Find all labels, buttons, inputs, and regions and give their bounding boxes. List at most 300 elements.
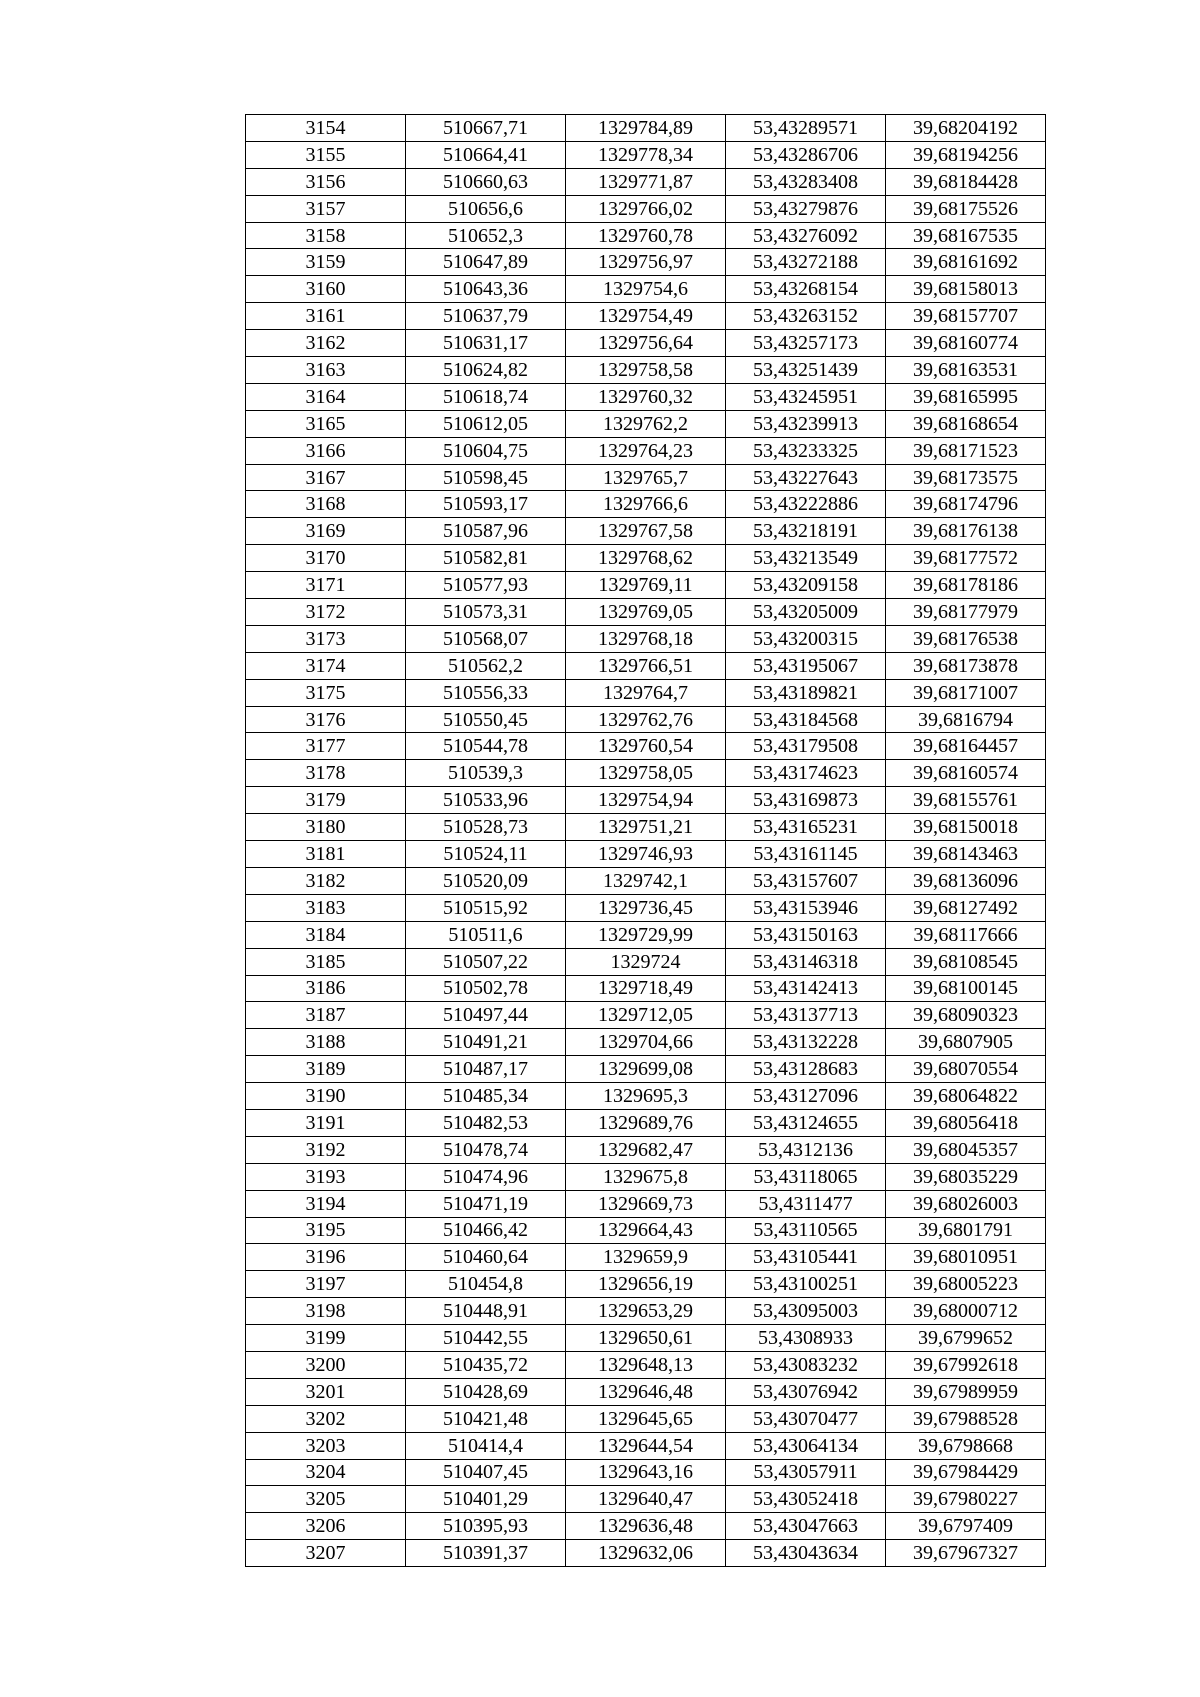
table-row	[246, 1405, 1046, 1432]
x-coordinate-cell: 510598,45	[406, 464, 566, 491]
point-number-cell: 3181	[246, 841, 406, 868]
x-coordinate-cell: 510442,55	[406, 1325, 566, 1352]
y-coordinate-cell: 1329762,76	[566, 706, 726, 733]
x-coordinate-cell: 510471,19	[406, 1190, 566, 1217]
point-number-cell: 3170	[246, 545, 406, 572]
latitude-cell: 53,43257173	[726, 330, 886, 357]
latitude-cell: 53,43100251	[726, 1271, 886, 1298]
point-number-cell: 3158	[246, 222, 406, 249]
x-coordinate-cell: 510395,93	[406, 1513, 566, 1540]
table-row	[246, 1109, 1046, 1136]
longitude-cell: 39,68035229	[886, 1163, 1046, 1190]
y-coordinate-cell: 1329766,6	[566, 491, 726, 518]
longitude-cell: 39,68175526	[886, 195, 1046, 222]
latitude-cell: 53,43213549	[726, 545, 886, 572]
x-coordinate-cell: 510474,96	[406, 1163, 566, 1190]
point-number-cell: 3166	[246, 437, 406, 464]
y-coordinate-cell: 1329760,54	[566, 733, 726, 760]
latitude-cell: 53,43184568	[726, 706, 886, 733]
table-row	[246, 787, 1046, 814]
table-row	[246, 357, 1046, 384]
latitude-cell: 53,43128683	[726, 1056, 886, 1083]
table-row	[246, 115, 1046, 142]
x-coordinate-cell: 510568,07	[406, 625, 566, 652]
table-row	[246, 1378, 1046, 1405]
table-row	[246, 141, 1046, 168]
table-row	[246, 1217, 1046, 1244]
latitude-cell: 53,43146318	[726, 948, 886, 975]
table-row	[246, 1190, 1046, 1217]
latitude-cell: 53,43057911	[726, 1459, 886, 1486]
point-number-cell: 3187	[246, 1002, 406, 1029]
y-coordinate-cell: 1329736,45	[566, 894, 726, 921]
point-number-cell: 3168	[246, 491, 406, 518]
table-row	[246, 760, 1046, 787]
y-coordinate-cell: 1329769,11	[566, 572, 726, 599]
x-coordinate-cell: 510533,96	[406, 787, 566, 814]
latitude-cell: 53,43195067	[726, 652, 886, 679]
latitude-cell: 53,43169873	[726, 787, 886, 814]
x-coordinate-cell: 510562,2	[406, 652, 566, 679]
x-coordinate-cell: 510631,17	[406, 330, 566, 357]
y-coordinate-cell: 1329644,54	[566, 1432, 726, 1459]
table-row	[246, 599, 1046, 626]
x-coordinate-cell: 510407,45	[406, 1459, 566, 1486]
table-row	[246, 975, 1046, 1002]
y-coordinate-cell: 1329766,51	[566, 652, 726, 679]
longitude-cell: 39,67992618	[886, 1351, 1046, 1378]
y-coordinate-cell: 1329756,97	[566, 249, 726, 276]
longitude-cell: 39,68160574	[886, 760, 1046, 787]
longitude-cell: 39,68161692	[886, 249, 1046, 276]
longitude-cell: 39,6798668	[886, 1432, 1046, 1459]
point-number-cell: 3159	[246, 249, 406, 276]
latitude-cell: 53,43118065	[726, 1163, 886, 1190]
longitude-cell: 39,68204192	[886, 115, 1046, 142]
point-number-cell: 3169	[246, 518, 406, 545]
y-coordinate-cell: 1329645,65	[566, 1405, 726, 1432]
y-coordinate-cell: 1329760,32	[566, 383, 726, 410]
longitude-cell: 39,67989959	[886, 1378, 1046, 1405]
latitude-cell: 53,43251439	[726, 357, 886, 384]
x-coordinate-cell: 510511,6	[406, 921, 566, 948]
longitude-cell: 39,68127492	[886, 894, 1046, 921]
latitude-cell: 53,43276092	[726, 222, 886, 249]
longitude-cell: 39,68163531	[886, 357, 1046, 384]
longitude-cell: 39,68070554	[886, 1056, 1046, 1083]
latitude-cell: 53,43153946	[726, 894, 886, 921]
latitude-cell: 53,43218191	[726, 518, 886, 545]
x-coordinate-cell: 510637,79	[406, 303, 566, 330]
x-coordinate-cell: 510660,63	[406, 168, 566, 195]
table-row	[246, 1351, 1046, 1378]
y-coordinate-cell: 1329771,87	[566, 168, 726, 195]
latitude-cell: 53,43263152	[726, 303, 886, 330]
point-number-cell: 3156	[246, 168, 406, 195]
latitude-cell: 53,43105441	[726, 1244, 886, 1271]
point-number-cell: 3186	[246, 975, 406, 1002]
x-coordinate-cell: 510664,41	[406, 141, 566, 168]
y-coordinate-cell: 1329640,47	[566, 1486, 726, 1513]
point-number-cell: 3185	[246, 948, 406, 975]
y-coordinate-cell: 1329751,21	[566, 814, 726, 841]
point-number-cell: 3205	[246, 1486, 406, 1513]
point-number-cell: 3191	[246, 1109, 406, 1136]
point-number-cell: 3155	[246, 141, 406, 168]
latitude-cell: 53,4308933	[726, 1325, 886, 1352]
x-coordinate-cell: 510435,72	[406, 1351, 566, 1378]
y-coordinate-cell: 1329636,48	[566, 1513, 726, 1540]
latitude-cell: 53,43289571	[726, 115, 886, 142]
y-coordinate-cell: 1329712,05	[566, 1002, 726, 1029]
y-coordinate-cell: 1329718,49	[566, 975, 726, 1002]
table-row	[246, 1163, 1046, 1190]
latitude-cell: 53,43124655	[726, 1109, 886, 1136]
table-row	[246, 222, 1046, 249]
y-coordinate-cell: 1329675,8	[566, 1163, 726, 1190]
latitude-cell: 53,43076942	[726, 1378, 886, 1405]
longitude-cell: 39,68158013	[886, 276, 1046, 303]
point-number-cell: 3182	[246, 867, 406, 894]
table-row	[246, 437, 1046, 464]
x-coordinate-cell: 510656,6	[406, 195, 566, 222]
x-coordinate-cell: 510421,48	[406, 1405, 566, 1432]
point-number-cell: 3165	[246, 410, 406, 437]
latitude-cell: 53,43165231	[726, 814, 886, 841]
y-coordinate-cell: 1329699,08	[566, 1056, 726, 1083]
y-coordinate-cell: 1329778,34	[566, 141, 726, 168]
table-row	[246, 1056, 1046, 1083]
y-coordinate-cell: 1329664,43	[566, 1217, 726, 1244]
longitude-cell: 39,68064822	[886, 1083, 1046, 1110]
longitude-cell: 39,68160774	[886, 330, 1046, 357]
point-number-cell: 3177	[246, 733, 406, 760]
x-coordinate-cell: 510618,74	[406, 383, 566, 410]
y-coordinate-cell: 1329695,3	[566, 1083, 726, 1110]
table-row	[246, 518, 1046, 545]
y-coordinate-cell: 1329764,7	[566, 679, 726, 706]
longitude-cell: 39,6801791	[886, 1217, 1046, 1244]
x-coordinate-cell: 510647,89	[406, 249, 566, 276]
point-number-cell: 3200	[246, 1351, 406, 1378]
x-coordinate-cell: 510478,74	[406, 1136, 566, 1163]
latitude-cell: 53,43150163	[726, 921, 886, 948]
x-coordinate-cell: 510652,3	[406, 222, 566, 249]
latitude-cell: 53,43083232	[726, 1351, 886, 1378]
table-row	[246, 841, 1046, 868]
point-number-cell: 3196	[246, 1244, 406, 1271]
table-row	[246, 249, 1046, 276]
x-coordinate-cell: 510544,78	[406, 733, 566, 760]
y-coordinate-cell: 1329669,73	[566, 1190, 726, 1217]
table-row	[246, 1432, 1046, 1459]
y-coordinate-cell: 1329760,78	[566, 222, 726, 249]
longitude-cell: 39,68167535	[886, 222, 1046, 249]
longitude-cell: 39,6799652	[886, 1325, 1046, 1352]
latitude-cell: 53,43286706	[726, 141, 886, 168]
point-number-cell: 3157	[246, 195, 406, 222]
x-coordinate-cell: 510482,53	[406, 1109, 566, 1136]
y-coordinate-cell: 1329758,58	[566, 357, 726, 384]
point-number-cell: 3198	[246, 1298, 406, 1325]
y-coordinate-cell: 1329632,06	[566, 1540, 726, 1567]
latitude-cell: 53,43127096	[726, 1083, 886, 1110]
point-number-cell: 3204	[246, 1459, 406, 1486]
latitude-cell: 53,43268154	[726, 276, 886, 303]
latitude-cell: 53,43205009	[726, 599, 886, 626]
longitude-cell: 39,68157707	[886, 303, 1046, 330]
x-coordinate-cell: 510550,45	[406, 706, 566, 733]
point-number-cell: 3193	[246, 1163, 406, 1190]
x-coordinate-cell: 510643,36	[406, 276, 566, 303]
table-row	[246, 1029, 1046, 1056]
x-coordinate-cell: 510556,33	[406, 679, 566, 706]
x-coordinate-cell: 510515,92	[406, 894, 566, 921]
point-number-cell: 3197	[246, 1271, 406, 1298]
latitude-cell: 53,43272188	[726, 249, 886, 276]
y-coordinate-cell: 1329754,49	[566, 303, 726, 330]
longitude-cell: 39,68056418	[886, 1109, 1046, 1136]
latitude-cell: 53,43137713	[726, 1002, 886, 1029]
table-row	[246, 1002, 1046, 1029]
point-number-cell: 3195	[246, 1217, 406, 1244]
y-coordinate-cell: 1329767,58	[566, 518, 726, 545]
table-row	[246, 679, 1046, 706]
x-coordinate-cell: 510391,37	[406, 1540, 566, 1567]
table-row	[246, 1244, 1046, 1271]
y-coordinate-cell: 1329756,64	[566, 330, 726, 357]
latitude-cell: 53,43142413	[726, 975, 886, 1002]
table-row	[246, 733, 1046, 760]
x-coordinate-cell: 510491,21	[406, 1029, 566, 1056]
coordinates-table	[245, 114, 1046, 1567]
y-coordinate-cell: 1329762,2	[566, 410, 726, 437]
latitude-cell: 53,43233325	[726, 437, 886, 464]
x-coordinate-cell: 510582,81	[406, 545, 566, 572]
table-row	[246, 1136, 1046, 1163]
y-coordinate-cell: 1329765,7	[566, 464, 726, 491]
point-number-cell: 3199	[246, 1325, 406, 1352]
point-number-cell: 3203	[246, 1432, 406, 1459]
longitude-cell: 39,6797409	[886, 1513, 1046, 1540]
point-number-cell: 3161	[246, 303, 406, 330]
y-coordinate-cell: 1329754,6	[566, 276, 726, 303]
x-coordinate-cell: 510497,44	[406, 1002, 566, 1029]
longitude-cell: 39,68173878	[886, 652, 1046, 679]
table-row	[246, 1271, 1046, 1298]
table-row	[246, 330, 1046, 357]
y-coordinate-cell: 1329643,16	[566, 1459, 726, 1486]
table-row	[246, 464, 1046, 491]
longitude-cell: 39,6807905	[886, 1029, 1046, 1056]
table-row	[246, 814, 1046, 841]
point-number-cell: 3194	[246, 1190, 406, 1217]
point-number-cell: 3184	[246, 921, 406, 948]
table-row	[246, 303, 1046, 330]
point-number-cell: 3176	[246, 706, 406, 733]
longitude-cell: 39,68176138	[886, 518, 1046, 545]
longitude-cell: 39,68165995	[886, 383, 1046, 410]
y-coordinate-cell: 1329768,62	[566, 545, 726, 572]
table-row	[246, 1298, 1046, 1325]
table-row	[246, 276, 1046, 303]
y-coordinate-cell: 1329704,66	[566, 1029, 726, 1056]
x-coordinate-cell: 510524,11	[406, 841, 566, 868]
point-number-cell: 3154	[246, 115, 406, 142]
latitude-cell: 53,43189821	[726, 679, 886, 706]
y-coordinate-cell: 1329784,89	[566, 115, 726, 142]
longitude-cell: 39,68171007	[886, 679, 1046, 706]
longitude-cell: 39,68108545	[886, 948, 1046, 975]
x-coordinate-cell: 510573,31	[406, 599, 566, 626]
table-row	[246, 491, 1046, 518]
latitude-cell: 53,43047663	[726, 1513, 886, 1540]
longitude-cell: 39,68045357	[886, 1136, 1046, 1163]
table-row	[246, 1459, 1046, 1486]
longitude-cell: 39,67967327	[886, 1540, 1046, 1567]
latitude-cell: 53,43245951	[726, 383, 886, 410]
longitude-cell: 39,6816794	[886, 706, 1046, 733]
latitude-cell: 53,43043634	[726, 1540, 886, 1567]
table-row	[246, 1325, 1046, 1352]
x-coordinate-cell: 510466,42	[406, 1217, 566, 1244]
x-coordinate-cell: 510528,73	[406, 814, 566, 841]
y-coordinate-cell: 1329653,29	[566, 1298, 726, 1325]
latitude-cell: 53,43283408	[726, 168, 886, 195]
x-coordinate-cell: 510539,3	[406, 760, 566, 787]
table-row	[246, 894, 1046, 921]
y-coordinate-cell: 1329754,94	[566, 787, 726, 814]
table-row	[246, 1083, 1046, 1110]
y-coordinate-cell: 1329724	[566, 948, 726, 975]
x-coordinate-cell: 510487,17	[406, 1056, 566, 1083]
x-coordinate-cell: 510577,93	[406, 572, 566, 599]
point-number-cell: 3202	[246, 1405, 406, 1432]
point-number-cell: 3172	[246, 599, 406, 626]
longitude-cell: 39,68136096	[886, 867, 1046, 894]
point-number-cell: 3201	[246, 1378, 406, 1405]
y-coordinate-cell: 1329758,05	[566, 760, 726, 787]
longitude-cell: 39,68117666	[886, 921, 1046, 948]
longitude-cell: 39,68164457	[886, 733, 1046, 760]
latitude-cell: 53,4311477	[726, 1190, 886, 1217]
latitude-cell: 53,43132228	[726, 1029, 886, 1056]
x-coordinate-cell: 510502,78	[406, 975, 566, 1002]
x-coordinate-cell: 510587,96	[406, 518, 566, 545]
point-number-cell: 3190	[246, 1083, 406, 1110]
table-row	[246, 1540, 1046, 1567]
point-number-cell: 3207	[246, 1540, 406, 1567]
latitude-cell: 53,43052418	[726, 1486, 886, 1513]
y-coordinate-cell: 1329682,47	[566, 1136, 726, 1163]
latitude-cell: 53,43200315	[726, 625, 886, 652]
longitude-cell: 39,68100145	[886, 975, 1046, 1002]
latitude-cell: 53,43222886	[726, 491, 886, 518]
y-coordinate-cell: 1329768,18	[566, 625, 726, 652]
latitude-cell: 53,43157607	[726, 867, 886, 894]
x-coordinate-cell: 510604,75	[406, 437, 566, 464]
x-coordinate-cell: 510485,34	[406, 1083, 566, 1110]
latitude-cell: 53,43279876	[726, 195, 886, 222]
longitude-cell: 39,68150018	[886, 814, 1046, 841]
table-row	[246, 410, 1046, 437]
longitude-cell: 39,68026003	[886, 1190, 1046, 1217]
y-coordinate-cell: 1329746,93	[566, 841, 726, 868]
latitude-cell: 53,4312136	[726, 1136, 886, 1163]
table-row	[246, 195, 1046, 222]
longitude-cell: 39,68010951	[886, 1244, 1046, 1271]
x-coordinate-cell: 510624,82	[406, 357, 566, 384]
y-coordinate-cell: 1329648,13	[566, 1351, 726, 1378]
longitude-cell: 39,67988528	[886, 1405, 1046, 1432]
y-coordinate-cell: 1329769,05	[566, 599, 726, 626]
x-coordinate-cell: 510507,22	[406, 948, 566, 975]
point-number-cell: 3178	[246, 760, 406, 787]
latitude-cell: 53,43161145	[726, 841, 886, 868]
table-row	[246, 921, 1046, 948]
point-number-cell: 3167	[246, 464, 406, 491]
point-number-cell: 3171	[246, 572, 406, 599]
table-row	[246, 383, 1046, 410]
latitude-cell: 53,43239913	[726, 410, 886, 437]
point-number-cell: 3175	[246, 679, 406, 706]
point-number-cell: 3188	[246, 1029, 406, 1056]
latitude-cell: 53,43209158	[726, 572, 886, 599]
y-coordinate-cell: 1329659,9	[566, 1244, 726, 1271]
longitude-cell: 39,67980227	[886, 1486, 1046, 1513]
point-number-cell: 3206	[246, 1513, 406, 1540]
longitude-cell: 39,68171523	[886, 437, 1046, 464]
longitude-cell: 39,68184428	[886, 168, 1046, 195]
point-number-cell: 3189	[246, 1056, 406, 1083]
x-coordinate-cell: 510448,91	[406, 1298, 566, 1325]
coordinates-table-body	[246, 115, 1046, 1567]
y-coordinate-cell: 1329729,99	[566, 921, 726, 948]
y-coordinate-cell: 1329764,23	[566, 437, 726, 464]
latitude-cell: 53,43070477	[726, 1405, 886, 1432]
table-row	[246, 168, 1046, 195]
x-coordinate-cell: 510667,71	[406, 115, 566, 142]
point-number-cell: 3162	[246, 330, 406, 357]
x-coordinate-cell: 510428,69	[406, 1378, 566, 1405]
point-number-cell: 3183	[246, 894, 406, 921]
table-row	[246, 1513, 1046, 1540]
longitude-cell: 39,68173575	[886, 464, 1046, 491]
latitude-cell: 53,43179508	[726, 733, 886, 760]
table-row	[246, 867, 1046, 894]
table-row	[246, 625, 1046, 652]
y-coordinate-cell: 1329689,76	[566, 1109, 726, 1136]
table-row	[246, 1486, 1046, 1513]
table-row	[246, 545, 1046, 572]
y-coordinate-cell: 1329650,61	[566, 1325, 726, 1352]
x-coordinate-cell: 510401,29	[406, 1486, 566, 1513]
longitude-cell: 39,68177572	[886, 545, 1046, 572]
longitude-cell: 39,68000712	[886, 1298, 1046, 1325]
y-coordinate-cell: 1329646,48	[566, 1378, 726, 1405]
latitude-cell: 53,43174623	[726, 760, 886, 787]
latitude-cell: 53,43064134	[726, 1432, 886, 1459]
latitude-cell: 53,43095003	[726, 1298, 886, 1325]
point-number-cell: 3164	[246, 383, 406, 410]
table-row	[246, 948, 1046, 975]
x-coordinate-cell: 510414,4	[406, 1432, 566, 1459]
longitude-cell: 39,68168654	[886, 410, 1046, 437]
table-row	[246, 706, 1046, 733]
point-number-cell: 3180	[246, 814, 406, 841]
longitude-cell: 39,68176538	[886, 625, 1046, 652]
point-number-cell: 3163	[246, 357, 406, 384]
